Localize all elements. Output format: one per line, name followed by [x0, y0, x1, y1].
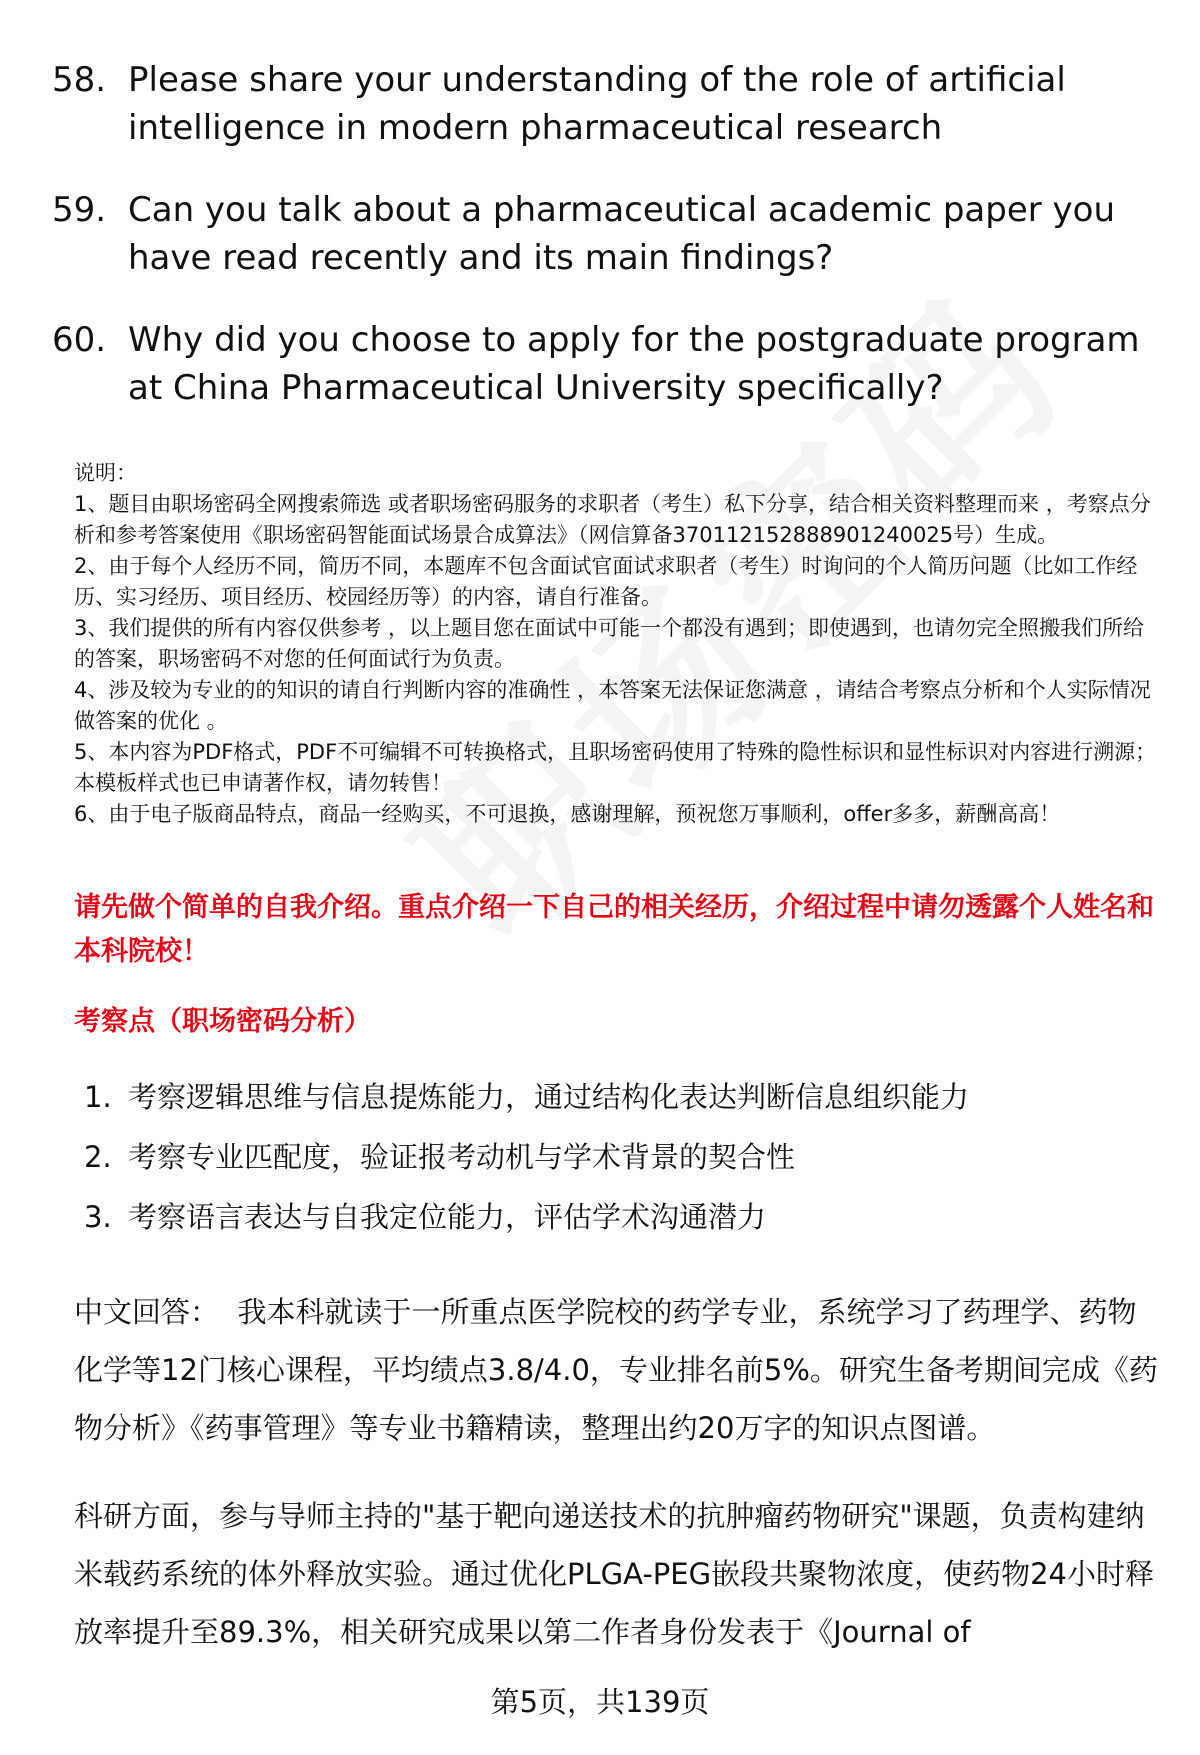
- note-item: 1、题目由职场密码全网搜索筛选 或者职场密码服务的求职者（考生）私下分享，结合相关资料整理而来 ，考察点分析和参考答案使用《职场密码智能面试场景合成算法》（网信算备370112152888901240025号）生成。: [74, 492, 1151, 547]
- point-number: 3.: [84, 1200, 112, 1234]
- note-item: 5、本内容为PDF格式，PDF不可编辑不可转换格式，且职场密码使用了特殊的隐性标识和显性标识对内容进行溯源；本模板样式也已申请著作权，请勿转售！: [74, 740, 1157, 795]
- question-item: [52, 186, 1162, 282]
- notes-section: [74, 458, 1164, 830]
- answer-section: [74, 1283, 1164, 1691]
- point-number: 2.: [84, 1140, 112, 1174]
- question-text: Can you talk about a pharmaceutical academic paper you have read recently and its main findings?: [128, 190, 1115, 278]
- note-item: 3、我们提供的所有内容仅供参考 ，以上题目您在面试中可能一个都没有遇到；即使遇到，也请勿完全照搬我们所给的答案，职场密码不对您的任何面试行为负责。: [74, 616, 1145, 671]
- question-item: [52, 316, 1162, 412]
- point-number: 1.: [84, 1080, 112, 1114]
- question-item: [52, 56, 1162, 152]
- intro-question: 请先做个简单的自我介绍。重点介绍一下自己的相关经历，介绍过程中请勿透露个人姓名和本科院校！: [74, 892, 1154, 967]
- kaocha-point: [84, 1075, 1154, 1119]
- notes-title: 说明：: [74, 461, 137, 485]
- answer-text: 我本科就读于一所重点医学院校的药学专业，系统学习了药理学、药物化学等12门核心课程，平均绩点3.8/4.0，专业排名前5%。研究生备考期间完成《药物分析》《药事管理》等专业书籍精读，整理出约20万字的知识点图谱。: [74, 1295, 1158, 1445]
- answer-label: 中文回答：: [74, 1295, 220, 1329]
- question-number: 59.: [52, 190, 107, 230]
- question-text: Please share your understanding of the role of artificial intelligence in modern pharmaceutical research: [128, 60, 1066, 148]
- answer-paragraph: 科研方面，参与导师主持的"基于靶向递送技术的抗肿瘤药物研究"课题，负责构建纳米载药系统的体外释放实验。通过优化PLGA-PEG嵌段共聚物浓度，使药物24小时释放率提升至89.3%，相关研究成果以第二作者身份发表于《Journal of: [74, 1499, 1154, 1649]
- kaocha-points: [84, 1075, 1154, 1255]
- page-footer: 第5页，共139页: [490, 1685, 710, 1719]
- note-item: 6、由于电子版商品特点，商品一经购买，不可退换，感谢理解，预祝您万事顺利，offer多多，薪酬高高！: [74, 802, 1061, 826]
- kaocha-point: [84, 1135, 1154, 1179]
- question-number: 60.: [52, 320, 107, 360]
- answer-paragraph: [74, 1283, 1164, 1457]
- question-number: 58.: [52, 60, 107, 100]
- kaocha-heading: 考察点（职场密码分析）: [74, 1006, 371, 1037]
- note-item: 2、由于每个人经历不同，简历不同，本题库不包含面试官面试求职者（考生）时询问的个人简历问题（比如工作经历、实习经历、项目经历、校园经历等）的内容，请自行准备。: [74, 554, 1138, 609]
- point-text: 考察专业匹配度，验证报考动机与学术背景的契合性: [128, 1140, 796, 1174]
- point-text: 考察语言表达与自我定位能力，评估学术沟通潜力: [128, 1200, 767, 1234]
- question-list: [52, 56, 1162, 446]
- note-item: 4、涉及较为专业的的知识的请自行判断内容的准确性 ，本答案无法保证您满意 ，请结合考察点分析和个人实际情况做答案的优化 。: [74, 678, 1151, 733]
- kaocha-point: [84, 1195, 1154, 1239]
- question-text: Why did you choose to apply for the postgraduate program at China Pharmaceutical University specifically?: [128, 320, 1140, 408]
- point-text: 考察逻辑思维与信息提炼能力，通过结构化表达判断信息组织能力: [128, 1080, 970, 1114]
